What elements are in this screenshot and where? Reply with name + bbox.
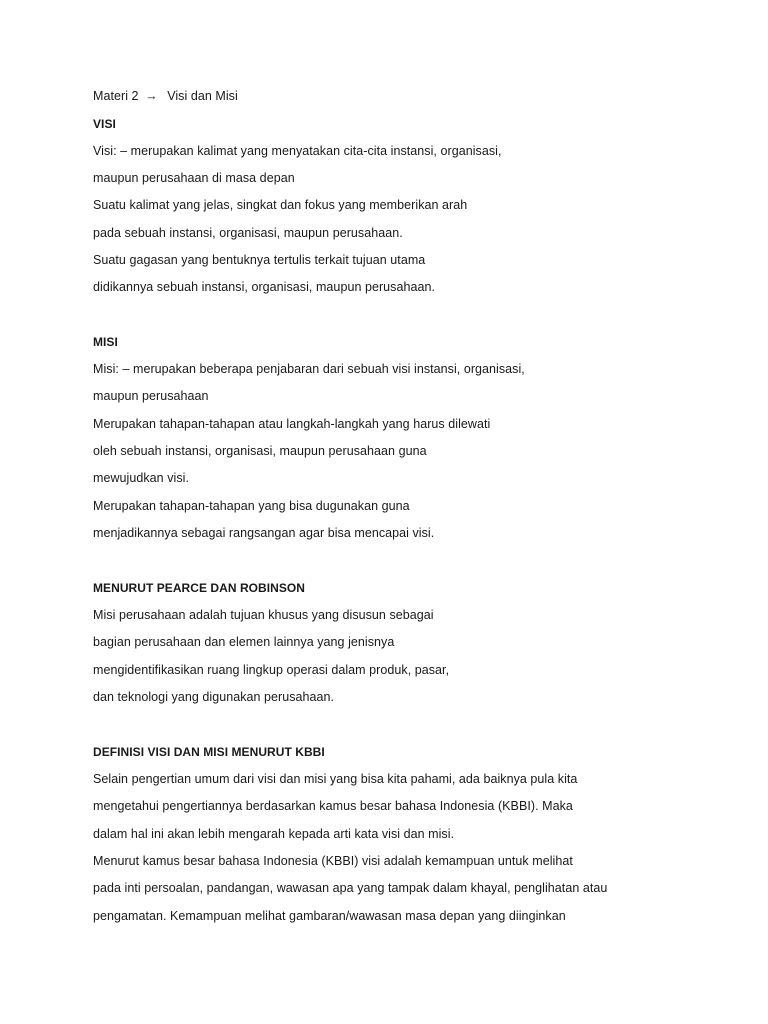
title-prefix: Materi 2 (93, 89, 139, 103)
visi-heading: VISI (93, 117, 116, 131)
kbbi-line: Selain pengertian umum dari visi dan misi yang bisa kita pahami, ada baiknya pula kita (93, 772, 578, 786)
title-text: Visi dan Misi (167, 89, 238, 103)
arrow-right-icon: → (145, 89, 158, 103)
misi-line: Merupakan tahapan-tahapan yang bisa dugunakan guna (93, 499, 410, 513)
document-title (93, 88, 238, 104)
kbbi-line: pengamatan. Kemampuan melihat gambaran/wawasan masa depan yang diinginkan (93, 909, 566, 923)
misi-line: mewujudkan visi. (93, 471, 189, 485)
misi-line: Merupakan tahapan-tahapan atau langkah-langkah yang harus dilewati (93, 417, 491, 431)
visi-line: Suatu kalimat yang jelas, singkat dan fokus yang memberikan arah (93, 198, 468, 212)
kbbi-heading: DEFINISI VISI DAN MISI MENURUT KBBI (93, 745, 325, 759)
pearce-line: bagian perusahaan dan elemen lainnya yang jenisnya (93, 635, 395, 649)
misi-line: Misi: – merupakan beberapa penjabaran dari sebuah visi instansi, organisasi, (93, 362, 525, 376)
kbbi-line: mengetahui pengertiannya berdasarkan kamus besar bahasa Indonesia (KBBI). Maka (93, 799, 573, 813)
visi-line: pada sebuah instansi, organisasi, maupun perusahaan. (93, 226, 403, 240)
kbbi-line: dalam hal ini akan lebih mengarah kepada arti kata visi dan misi. (93, 827, 455, 841)
misi-line: menjadikannya sebagai rangsangan agar bisa mencapai visi. (93, 526, 435, 540)
pearce-heading: MENURUT PEARCE DAN ROBINSON (93, 581, 306, 595)
visi-line: Visi: – merupakan kalimat yang menyatakan cita-cita instansi, organisasi, (93, 144, 502, 158)
pearce-line: dan teknologi yang digunakan perusahaan. (93, 690, 335, 704)
misi-line: oleh sebuah instansi, organisasi, maupun perusahaan guna (93, 444, 427, 458)
misi-heading: MISI (93, 335, 118, 349)
pearce-line: Misi perusahaan adalah tujuan khusus yang disusun sebagai (93, 608, 434, 622)
kbbi-line: Menurut kamus besar bahasa Indonesia (KBBI) visi adalah kemampuan untuk melihat (93, 854, 573, 868)
misi-line: maupun perusahaan (93, 389, 209, 403)
pearce-line: mengidentifikasikan ruang lingkup operasi dalam produk, pasar, (93, 663, 450, 677)
visi-line: didikannya sebuah instansi, organisasi, maupun perusahaan. (93, 280, 436, 294)
visi-line: Suatu gagasan yang bentuknya tertulis terkait tujuan utama (93, 253, 426, 267)
kbbi-line: pada inti persoalan, pandangan, wawasan apa yang tampak dalam khayal, penglihatan atau (93, 881, 608, 895)
visi-line: maupun perusahaan di masa depan (93, 171, 295, 185)
